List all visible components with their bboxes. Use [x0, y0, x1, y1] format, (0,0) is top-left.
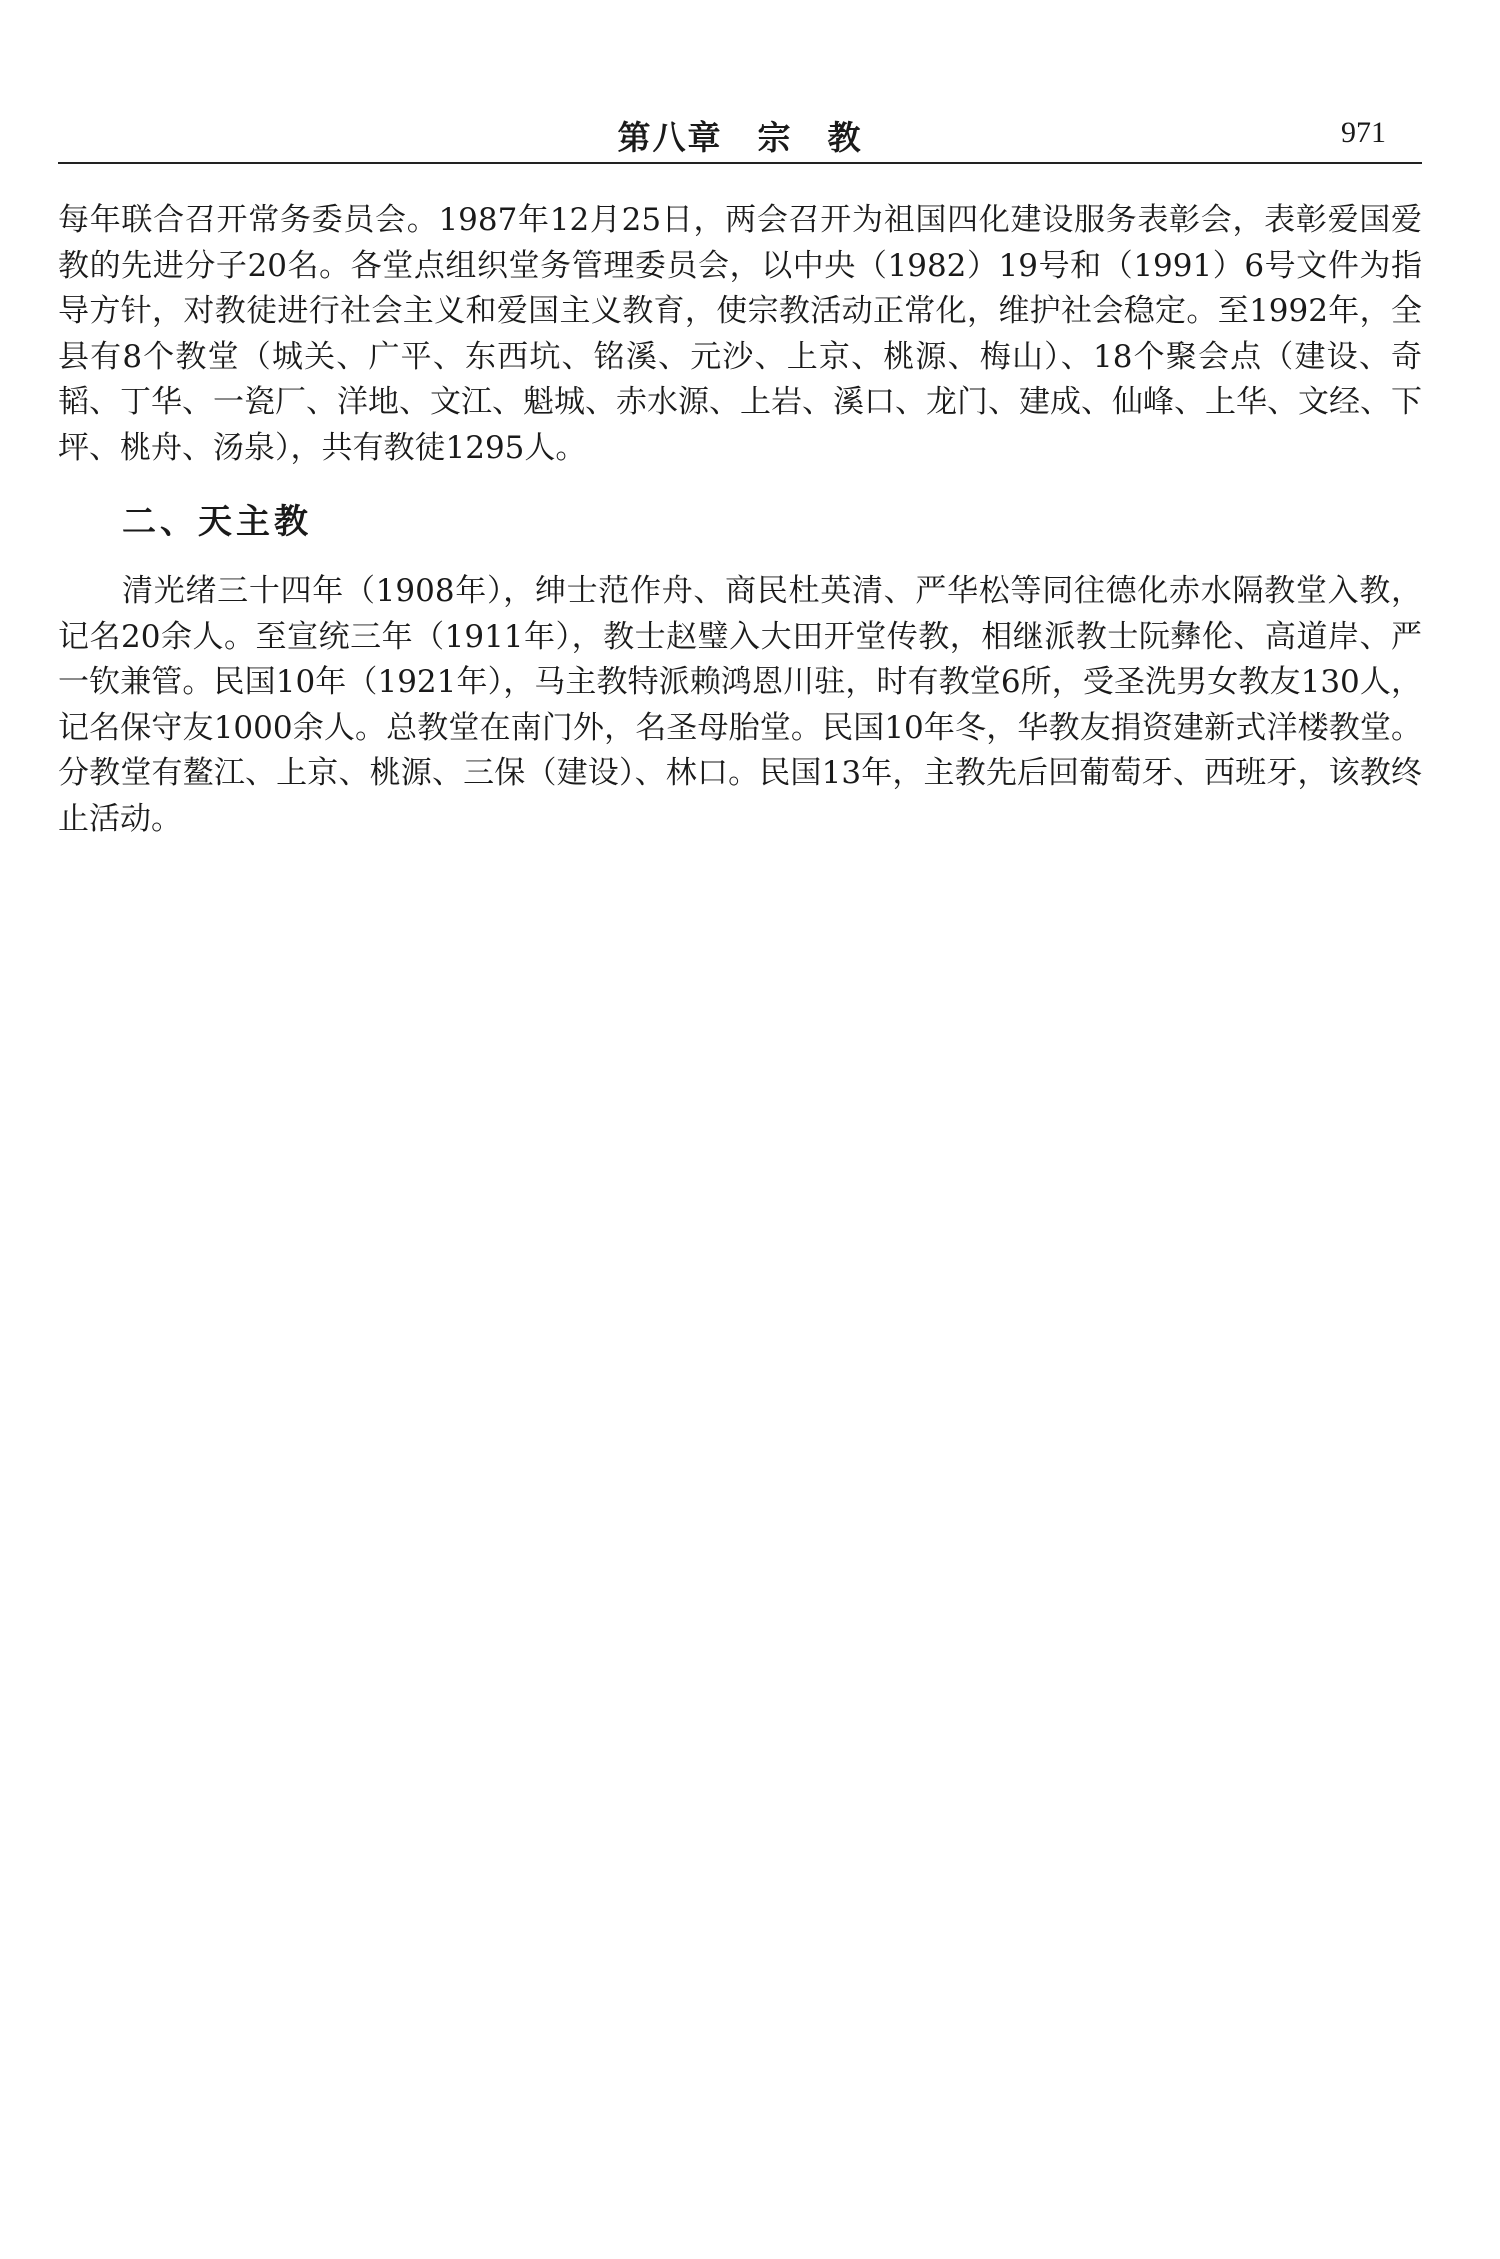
paragraph-protestant-continued: 每年联合召开常务委员会。1987年12月25日，两会召开为祖国四化建设服务表彰会，表彰爱国爱教的先进分子20名。各堂点组织堂务管理委员会，以中央（1982）19号和（1991）6号文件为指导方针，对教徒进行社会主义和爱国主义教育，使宗教活动正常化，维护社会稳定。至1992年，全县有8个教堂（城关、广平、东西坑、铭溪、元沙、上京、桃源、梅山）、18个聚会点（建设、奇韬、丁华、一瓷厂、洋地、文江、魁城、赤水源、上岩、溪口、龙门、建成、仙峰、上华、文经、下坪、桃舟、汤泉），共有教徒1295人。	[58, 202, 1422, 466]
section-heading-catholicism: 二、天主教	[122, 502, 312, 542]
body-text	[58, 198, 1422, 842]
paragraph-catholicism: 清光绪三十四年（1908年），绅士范作舟、商民杜英清、严华松等同往德化赤水隔教堂入教，记名20余人。至宣统三年（1911年），教士赵璧入大田开堂传教，相继派教士阮彝伦、高道岸、严一钦兼管。民国10年（1921年），马主教特派赖鸿恩川驻，时有教堂6所，受圣洗男女教友130人，记名保守友1000余人。总教堂在南门外，名圣母胎堂。民国10年冬，华教友捐资建新式洋楼教堂。分教堂有鳌江、上京、桃源、三保（建设）、林口。民国13年，主教先后回葡萄牙、西班牙，该教终止活动。	[58, 573, 1422, 837]
page-header	[58, 106, 1422, 164]
chapter-title: 第八章 宗 教	[617, 118, 863, 157]
page-number: 971	[1341, 116, 1386, 149]
